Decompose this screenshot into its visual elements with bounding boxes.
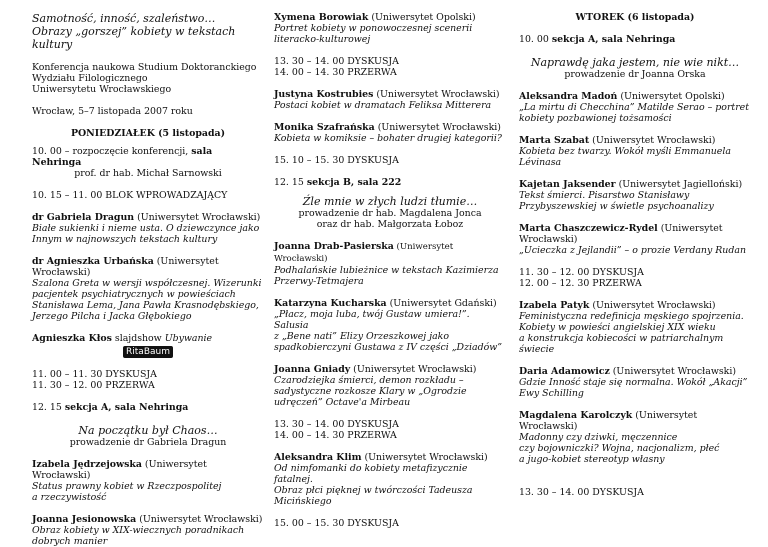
- section-room: sekcja B, sala 222: [306, 177, 402, 188]
- talk-speaker: [32, 459, 264, 481]
- talk-speaker: [519, 91, 751, 102]
- talk-title: Gdzie Inność staje się normalna. Wokół „Akacji”: [519, 377, 748, 388]
- speaker-name: Kajetan Jaksender: [519, 179, 616, 190]
- conference-title: Samotność, inność, szaleństwo…: [32, 12, 216, 25]
- section-time: 12. 15: [274, 177, 307, 188]
- break-slot: 14. 00 – 14. 30 PRZERWA: [274, 67, 397, 78]
- talk-title: a jugo-kobiet stereotyp własny: [519, 454, 665, 465]
- speaker-affiliation: (Uniwersytet Opolski): [368, 12, 476, 23]
- speaker-affiliation: (Uniwersytet Wrocławski): [134, 212, 261, 223]
- speaker-name: Joanna Jesionowska: [32, 514, 137, 525]
- speaker-name: Magdalena Karolczyk: [519, 410, 633, 421]
- speaker-name: dr Agnieszka Urbańska: [32, 256, 154, 267]
- section-room: sekcja A, sala Nehringa: [551, 34, 676, 45]
- talk-title: Przerwy-Tetmajera: [274, 276, 364, 287]
- talk-title: Ewy Schilling: [519, 388, 584, 399]
- talk-title: Przybyszewskiej w świetle psychoanalizy: [519, 201, 714, 212]
- speaker-name: Aleksandra Madoń: [519, 91, 618, 102]
- talk-speaker: [519, 179, 751, 190]
- conference-title-line: kultury: [32, 38, 73, 51]
- talk-title: Innym w najnowszych tekstach kultury: [32, 234, 218, 245]
- talk-title: sadystyczne rozkosze Klary w „Ogrodzie: [274, 386, 467, 397]
- section-time: 12. 15: [32, 402, 65, 413]
- speaker-affiliation: (Uniwersytet Jagielloński): [615, 179, 743, 190]
- speaker-name: Daria Adamowicz: [519, 366, 610, 377]
- opening-room: sala Nehringa: [32, 146, 213, 168]
- talk-speaker: [32, 333, 264, 344]
- break-slot: 14. 00 – 14. 30 PRZERWA: [274, 430, 397, 441]
- rita-baum-badge: RitaBaum: [123, 346, 173, 358]
- talk-title: pacjentek psychiatrycznych w powieściach: [32, 289, 236, 300]
- talk-speaker: [519, 410, 751, 432]
- talk-title: „Ucieczka z Jejlandii” – o prozie Verdany Rudan: [519, 245, 746, 256]
- talk-title: Kobieta w komiksie – bohater drugiej kategorii?: [274, 133, 502, 144]
- speaker-name: Agnieszka Kłos: [32, 333, 112, 344]
- opening-line: [32, 146, 264, 168]
- speaker-name: Izabela Jędrzejowska: [32, 459, 142, 470]
- discussion-slot: 13. 30 – 14. 00 DYSKUSJA: [519, 487, 644, 498]
- conference-title-line: Obrazy „gorszej” kobiety w tekstach: [32, 25, 236, 38]
- section-chair: prowadzenie dr Gabriela Dragun: [69, 437, 227, 448]
- section-chair: prowadzenie dr hab. Magdalena Jonca: [298, 208, 482, 219]
- talk-title: Kobieta bez twarzy. Wokół myśli Emmanuela: [519, 146, 731, 157]
- talk-speaker: [274, 12, 506, 23]
- talk-title: Od nimfomanki do kobiety metafizycznie fatalnej.: [274, 463, 468, 485]
- talk-title: Micińskiego: [274, 496, 332, 507]
- speaker-name: Aleksandra Klim: [274, 452, 362, 463]
- speaker-name: Marta Chaszczewicz-Rydel: [519, 223, 658, 234]
- talk-title: Kobiety w powieści angielskiej XIX wieku: [519, 322, 716, 333]
- talk-title: Białe sukienki i nieme usta. O dziewczynce jako: [32, 223, 260, 234]
- column-monday-cont: [274, 8, 506, 529]
- talk-speaker: [32, 514, 264, 525]
- discussion-slot: 15. 10 – 15. 30 DYSKUSJA: [274, 155, 399, 166]
- speaker-name: Joanna Gniady: [274, 364, 351, 375]
- discussion-slot: 15. 00 – 15. 30 DYSKUSJA: [274, 518, 399, 529]
- break-slot: 11. 30 – 12. 00 PRZERWA: [32, 380, 155, 391]
- column-monday: [32, 8, 264, 547]
- column-tuesday: [519, 8, 751, 498]
- talk-title: Ubywanie: [164, 333, 213, 344]
- speaker-affiliation: (Uniwersytet Wrocławski): [589, 135, 716, 146]
- speaker-name: dr Gabriela Dragun: [32, 212, 135, 223]
- speaker-affiliation: (Uniwersytet Wrocławski): [609, 366, 736, 377]
- talk-title: z „Bene nati” Elizy Orzeszkowej jako: [274, 331, 450, 342]
- discussion-slot: 13. 30 – 14. 00 DYSKUSJA: [274, 56, 399, 67]
- speaker-affiliation: (Uniwersytet Wrocławski): [32, 459, 207, 481]
- conference-organizer-line: Wydziału Filologicznego: [32, 73, 148, 84]
- speaker-affiliation: (Uniwersytet Wrocławski): [274, 242, 454, 264]
- section-header: [32, 402, 264, 413]
- speaker-affiliation: (Uniwersytet Wrocławski): [136, 514, 263, 525]
- talk-speaker: [519, 366, 751, 377]
- section-title: Naprawdę jaka jestem, nie wie nikt…: [530, 56, 740, 69]
- opening-speaker: prof. dr hab. Michał Sarnowski: [74, 168, 222, 179]
- section-title: Na początku był Chaos…: [78, 424, 218, 437]
- break-slot: 12. 00 – 12. 30 PRZERWA: [519, 278, 642, 289]
- discussion-slot: 11. 30 – 12. 00 DYSKUSJA: [519, 267, 644, 278]
- talk-title: Obraz kobiety w XIX-wiecznych poradnikach: [32, 525, 245, 536]
- talk-title: czy bojowniczki? Wojna, nacjonalizm, płeć: [519, 443, 720, 454]
- section-title: Źle mnie w złych ludzi tłumie…: [302, 195, 478, 208]
- talk-title: a konstrukcja kobiecości w patriarchalnym: [519, 333, 724, 344]
- talk-title: Lévinasa: [519, 157, 562, 168]
- speaker-name: Justyna Kostrubies: [274, 89, 374, 100]
- talk-speaker: [274, 364, 506, 375]
- place-date: Wrocław, 5–7 listopada 2007 roku: [32, 106, 193, 117]
- talk-title: Postaci kobiet w dramatach Feliksa Mitterera: [274, 100, 492, 111]
- talk-title: świecie: [519, 344, 555, 355]
- section-room: sekcja A, sala Nehringa: [64, 402, 189, 413]
- discussion-slot: 13. 30 – 14. 00 DYSKUSJA: [274, 419, 399, 430]
- talk-speaker: [274, 452, 506, 463]
- talk-title: udręczeń” Octave'a Mirbeau: [274, 397, 411, 408]
- talk-title: a rzeczywistość: [32, 492, 107, 503]
- speaker-affiliation: Wrocławski): [32, 267, 91, 278]
- speaker-name: Joanna Drab-Pasierska: [274, 241, 394, 252]
- talk-title: Feministyczna redefinicja męskiego spojrzenia.: [519, 311, 744, 322]
- talk-title: Szalona Greta w wersji współczesnej. Wizerunki: [32, 278, 262, 289]
- section-chair: prowadzenie dr Joanna Orska: [564, 69, 706, 80]
- talk-title: Podhalańskie lubieżnice w tekstach Kazimierza: [274, 265, 499, 276]
- talk-title: literacko-kulturowej: [274, 34, 371, 45]
- section-header: [519, 34, 751, 45]
- speaker-name: Monika Szafrańska: [274, 122, 375, 133]
- section-chair: oraz dr hab. Małgorzata Łoboz: [316, 219, 464, 230]
- speaker-affiliation: (Uniwersytet Gdański): [386, 298, 497, 309]
- speaker-name: Xymena Borowiak: [274, 12, 369, 23]
- speaker-affiliation: (Uniwersytet Wrocławski): [350, 364, 477, 375]
- section-time: 10. 00: [519, 34, 552, 45]
- talk-speaker: [32, 212, 264, 223]
- speaker-affiliation: (Uniwersytet: [153, 256, 219, 267]
- speaker-affiliation: (Uniwersytet Wrocławski): [374, 122, 501, 133]
- talk-speaker: [519, 223, 751, 234]
- conference-organizer: Konferencja naukowa Studium Doktoranckiego: [32, 62, 257, 73]
- talk-speaker: [32, 256, 264, 267]
- talk-title: Status prawny kobiet w Rzeczpospolitej: [32, 481, 222, 492]
- opening-time: 10. 00 – rozpoczęcie konferencji,: [32, 146, 192, 157]
- talk-speaker: [274, 298, 506, 309]
- talk-title: dobrych manier: [32, 536, 108, 547]
- talk-title: Tekst śmierci. Pisarstwo Stanisławy: [519, 190, 690, 201]
- talk-title: kobiety pozbawionej tożsamości: [519, 113, 672, 124]
- talk-title: Portret kobiety w ponowoczesnej scenerii: [274, 23, 473, 34]
- talk-speaker: [274, 89, 506, 100]
- conference-organizer-line: Uniwersytetu Wrocławskiego: [32, 84, 172, 95]
- speaker-affiliation: Wrocławski): [519, 234, 578, 245]
- speaker-affiliation: (Uniwersytet Wrocławski): [589, 300, 716, 311]
- talk-speaker: [519, 135, 751, 146]
- speaker-affiliation: (Uniwersytet Opolski): [617, 91, 725, 102]
- speaker-affiliation: (Uniwersytet Wrocławski): [373, 89, 500, 100]
- talk-speaker: [274, 122, 506, 133]
- speaker-name: Katarzyna Kucharska: [274, 298, 387, 309]
- talk-title: „La mirtu di Checchina” Matilde Serao – portret: [519, 102, 749, 113]
- talk-title: Obraz płci pięknej w twórczości Tadeusza: [274, 485, 473, 496]
- speaker-name: Marta Szabat: [519, 135, 590, 146]
- intro-block: 10. 15 – 11. 00 BLOK WPROWADZAJĄCY: [32, 190, 228, 201]
- discussion-slot: 11. 00 – 11. 30 DYSKUSJA: [32, 369, 157, 380]
- speaker-name: Izabela Patyk: [519, 300, 590, 311]
- talk-speaker: [519, 300, 751, 311]
- rita-baum-logo: [32, 346, 264, 358]
- section-header: [274, 177, 506, 188]
- talk-speaker: [274, 241, 506, 265]
- talk-title: Jerzego Pilcha i Jacka Głębokiego: [32, 311, 192, 322]
- talk-format: slajdshow: [111, 333, 165, 344]
- speaker-affiliation: (Uniwersytet: [657, 223, 723, 234]
- talk-title: „Płacz, moja luba, twój Gustaw umiera!”. Salusia: [274, 309, 470, 331]
- day-header-tuesday: WTOREK (6 listopada): [575, 12, 695, 23]
- day-header-monday: PONIEDZIAŁEK (5 listopada): [70, 128, 226, 139]
- speaker-affiliation: (Uniwersytet Wrocławski): [519, 410, 698, 432]
- talk-title: Stanisława Lema, Jana Pawła Krasnodębskiego,: [32, 300, 259, 311]
- talk-title: spadkobierczyni Gustawa z IV części „Dziadów”: [274, 342, 503, 353]
- talk-title: Madonny czy dziwki, męczennice: [519, 432, 678, 443]
- talk-title: Czarodziejka śmierci, demon rozkładu –: [274, 375, 464, 386]
- speaker-affiliation: (Uniwersytet Wrocławski): [361, 452, 488, 463]
